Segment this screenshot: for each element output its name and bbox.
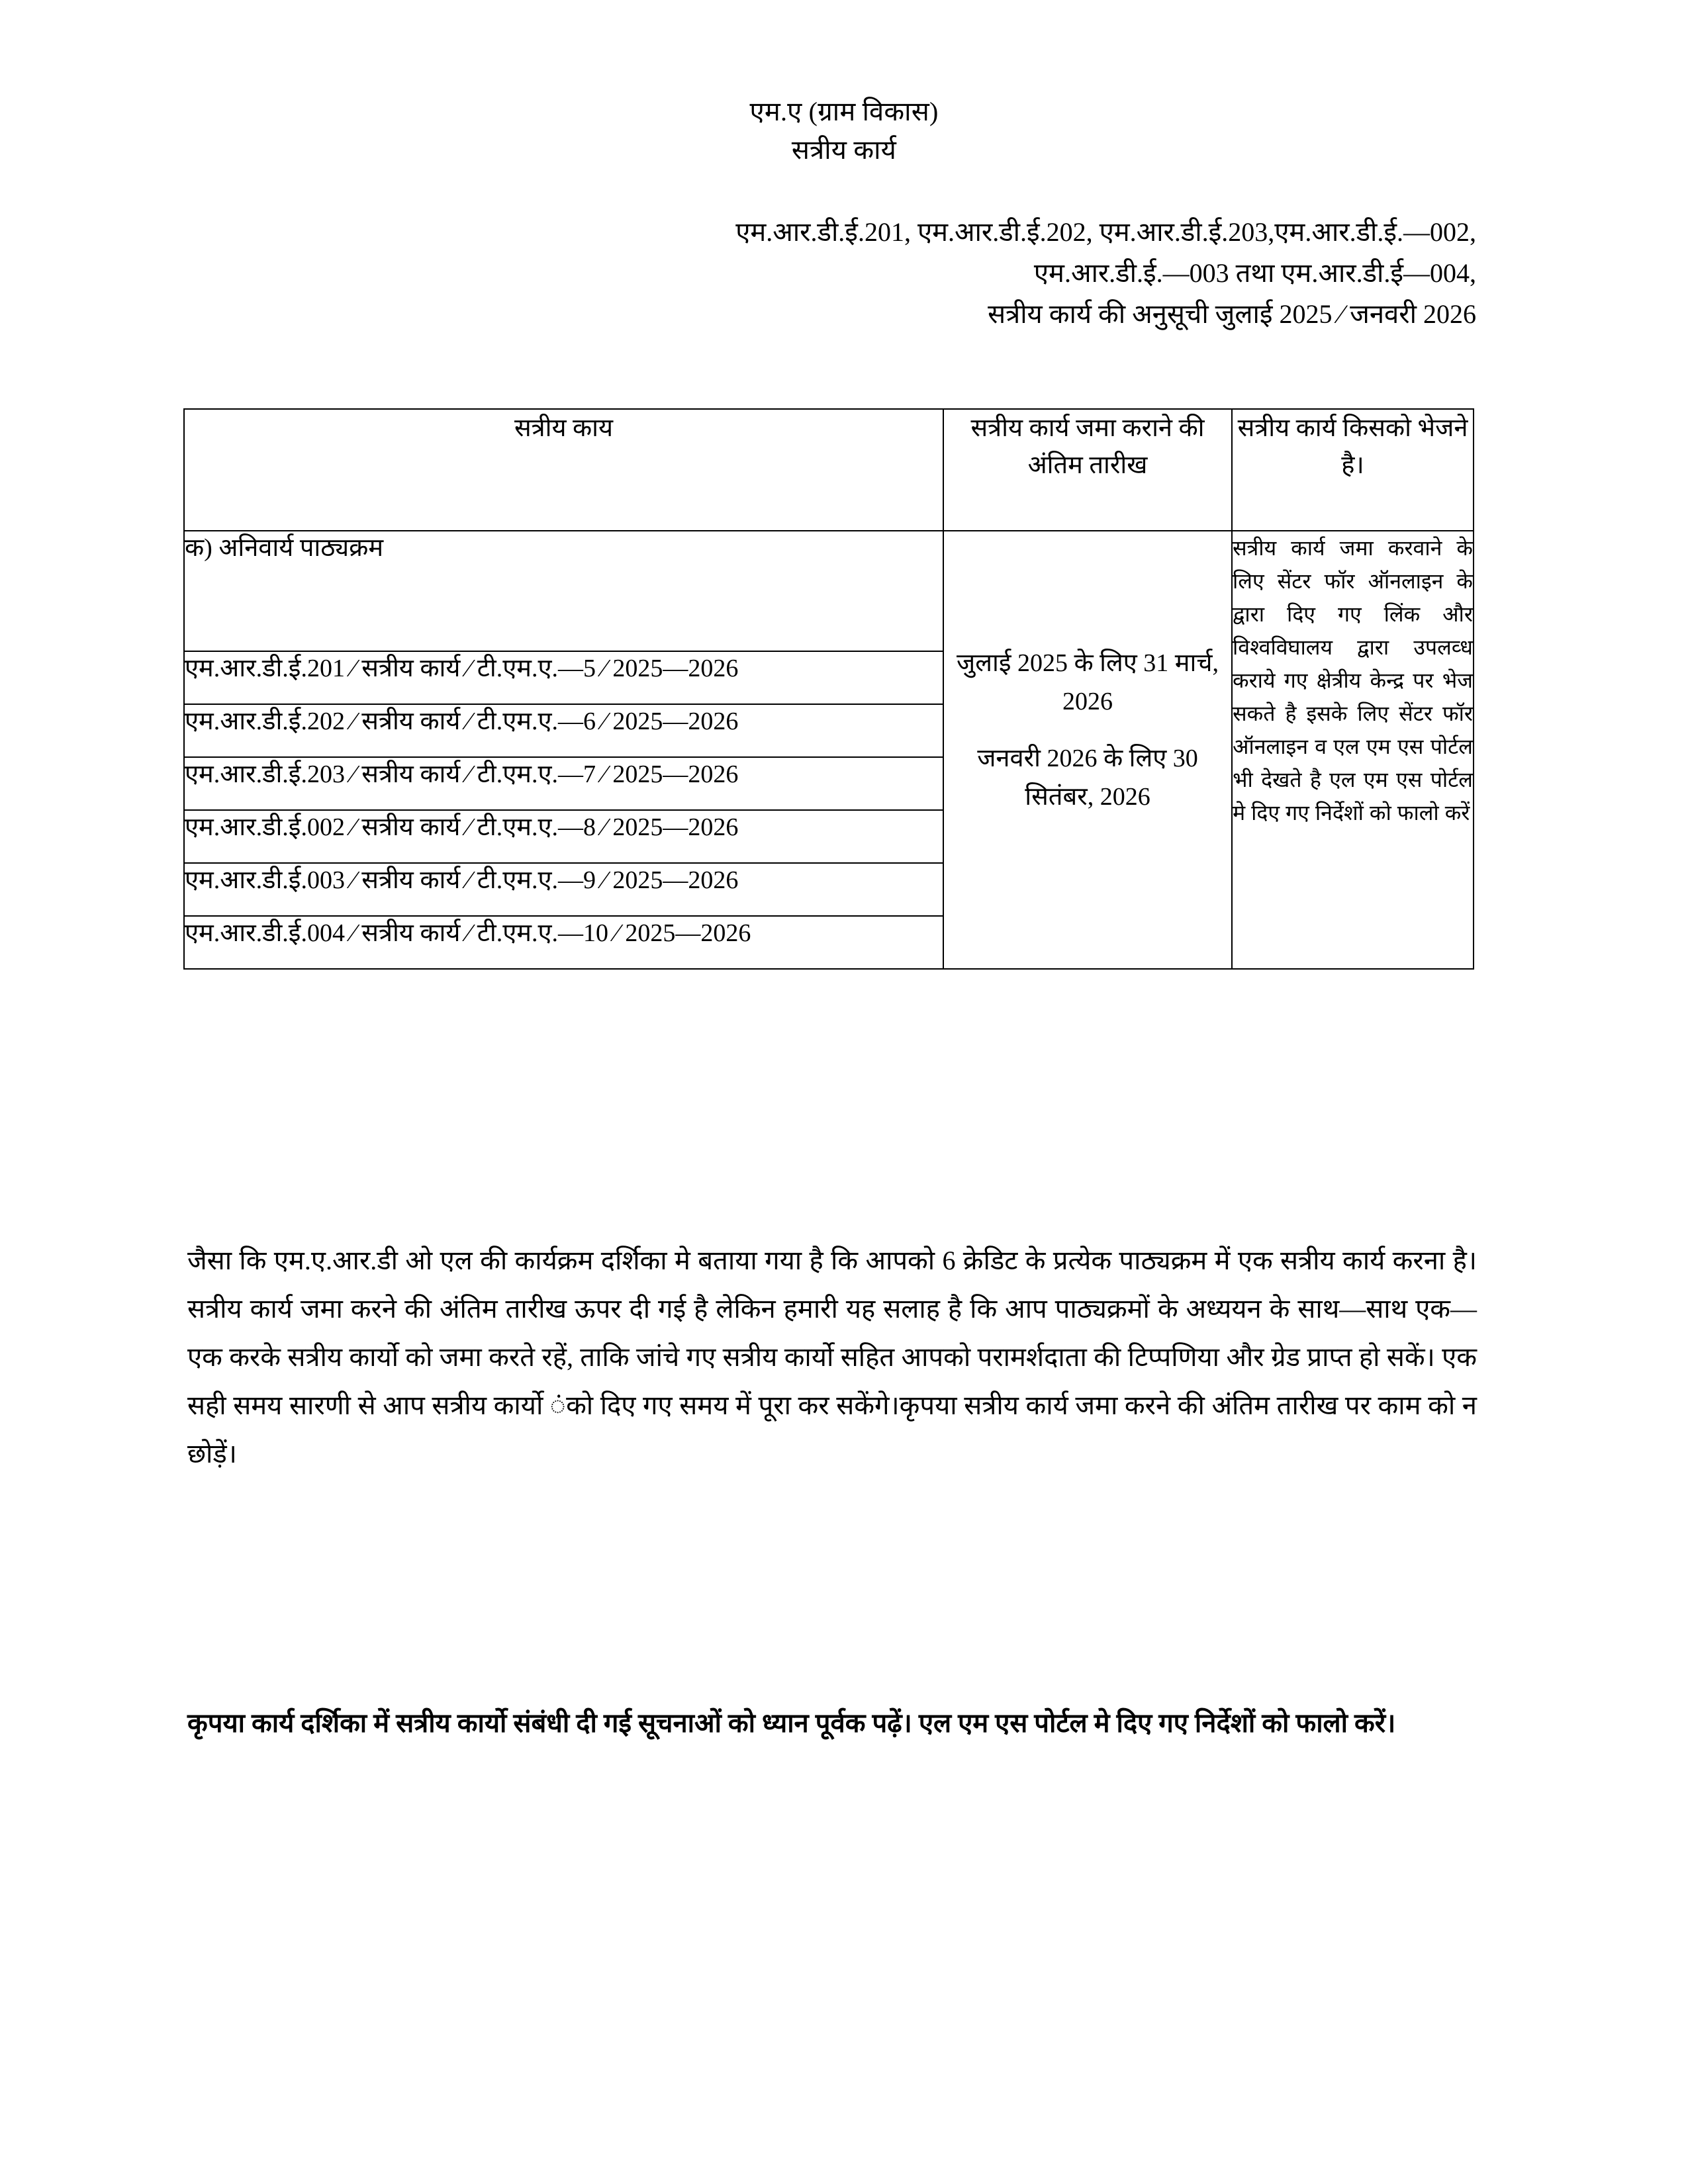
course-code-line-2: एम.आर.डी.ई.—003 तथा एम.आर.डी.ई—004,	[1033, 258, 1476, 288]
title-line-program: एम.ए (ग्राम विकास)	[749, 97, 939, 126]
column-header-assignment: सत्रीय काय	[184, 409, 943, 531]
column-header-send-to: सत्रीय कार्य किसको भेजने है।	[1232, 409, 1474, 531]
course-code-line-1: एम.आर.डी.ई.201, एम.आर.डी.ई.202, एम.आर.डी.ई.203,एम.आर.डी.ई.—002,	[735, 217, 1476, 247]
assignment-schedule-table	[183, 408, 1474, 970]
table-header-row	[184, 409, 1474, 531]
course-code-header	[185, 212, 1476, 335]
title-line-assignment: सत्रीय कार्य	[791, 135, 897, 165]
assignment-code-203: एम.आर.डी.ई.203 ⁄ सत्रीय कार्य ⁄ टी.एम.ए.—7 ⁄ 2025—2026	[184, 757, 943, 810]
instructions-paragraph: जैसा कि एम.ए.आर.डी ओ एल की कार्यक्रम दर्शिका मे बताया गया है कि आपको 6 क्रेडिट के प्रत्येक पाठ्यक्रम में एक सत्रीय कार्य करना है। सत्रीय कार्य जमा करने की अंतिम तारीख ऊपर दी गई है लेकिन हमारी यह सलाह है कि आप पाठ्यक्रमों के अध्ययन के साथ—साथ एक—एक करके सत्रीय कार्यो को जमा करते रहें, ताकि जांचे गए सत्रीय कार्यो सहित आपको परामर्शदाता की टिप्पणिया और ग्रेड प्राप्त हो सकें। एक सही समय सारणी से आप सत्रीय कार्यो ंको दिए गए समय में पूरा कर सकेंगे।कृपया सत्रीय कार्य जमा करने की अंतिम तारीख पर काम को न छोड़ें।	[187, 1246, 1477, 1469]
assignment-code-201: एम.आर.डी.ई.201 ⁄ सत्रीय कार्य ⁄ टी.एम.ए.—5 ⁄ 2025—2026	[184, 651, 943, 704]
assignment-code-202: एम.आर.डी.ई.202 ⁄ सत्रीय कार्य ⁄ टी.एम.ए.—6 ⁄ 2025—2026	[184, 704, 943, 757]
note-paragraph: कृपया कार्य दर्शिका में सत्रीय कार्यो संबंधी दी गई सूचनाओं को ध्यान पूर्वक पढ़ें। एल एम एस पोर्टल मे दिए गए निर्देशों को फालो करें।	[187, 1708, 1396, 1738]
assignment-code-004: एम.आर.डी.ई.004 ⁄ सत्रीय कार्य ⁄ टी.एम.ए.—10 ⁄ 2025—2026	[184, 916, 943, 969]
send-to-cell: सत्रीय कार्य जमा करवाने के लिए सेंटर फॉर ऑनलाइन के द्वारा दिए गए लिंक और विश्वविघालय द्वारा उपलव्ध कराये गए क्षेत्रीय केन्द्र पर भेज सकते है इसके लिए सेंटर फॉर ऑनलाइन व एल एम एस पोर्टल भी देखते है एल एम एस पोर्टल मे दिए गए निर्देशों को फालो करें	[1232, 531, 1474, 969]
assignment-code-003: एम.आर.डी.ई.003 ⁄ सत्रीय कार्य ⁄ टी.एम.ए.—9 ⁄ 2025—2026	[184, 863, 943, 916]
table-row-section	[184, 531, 1474, 651]
page-title	[0, 93, 1688, 169]
due-date-july: जुलाई 2025 के लिए 31 मार्च, 2026	[957, 649, 1219, 715]
due-date-january: जनवरी 2026 के लिए 30 सितंबर, 2026	[977, 745, 1198, 811]
course-code-line-3: सत्रीय कार्य की अनुसूची जुलाई 2025 ⁄ जनवरी 2026	[988, 299, 1476, 329]
due-date-cell	[943, 531, 1232, 969]
assignment-code-002: एम.आर.डी.ई.002 ⁄ सत्रीय कार्य ⁄ टी.एम.ए.—8 ⁄ 2025—2026	[184, 810, 943, 863]
section-label-compulsory: क) अनिवार्य पाठ्यक्रम	[184, 531, 943, 651]
column-header-due-date: सत्रीय कार्य जमा कराने की अंतिम तारीख	[943, 409, 1232, 531]
